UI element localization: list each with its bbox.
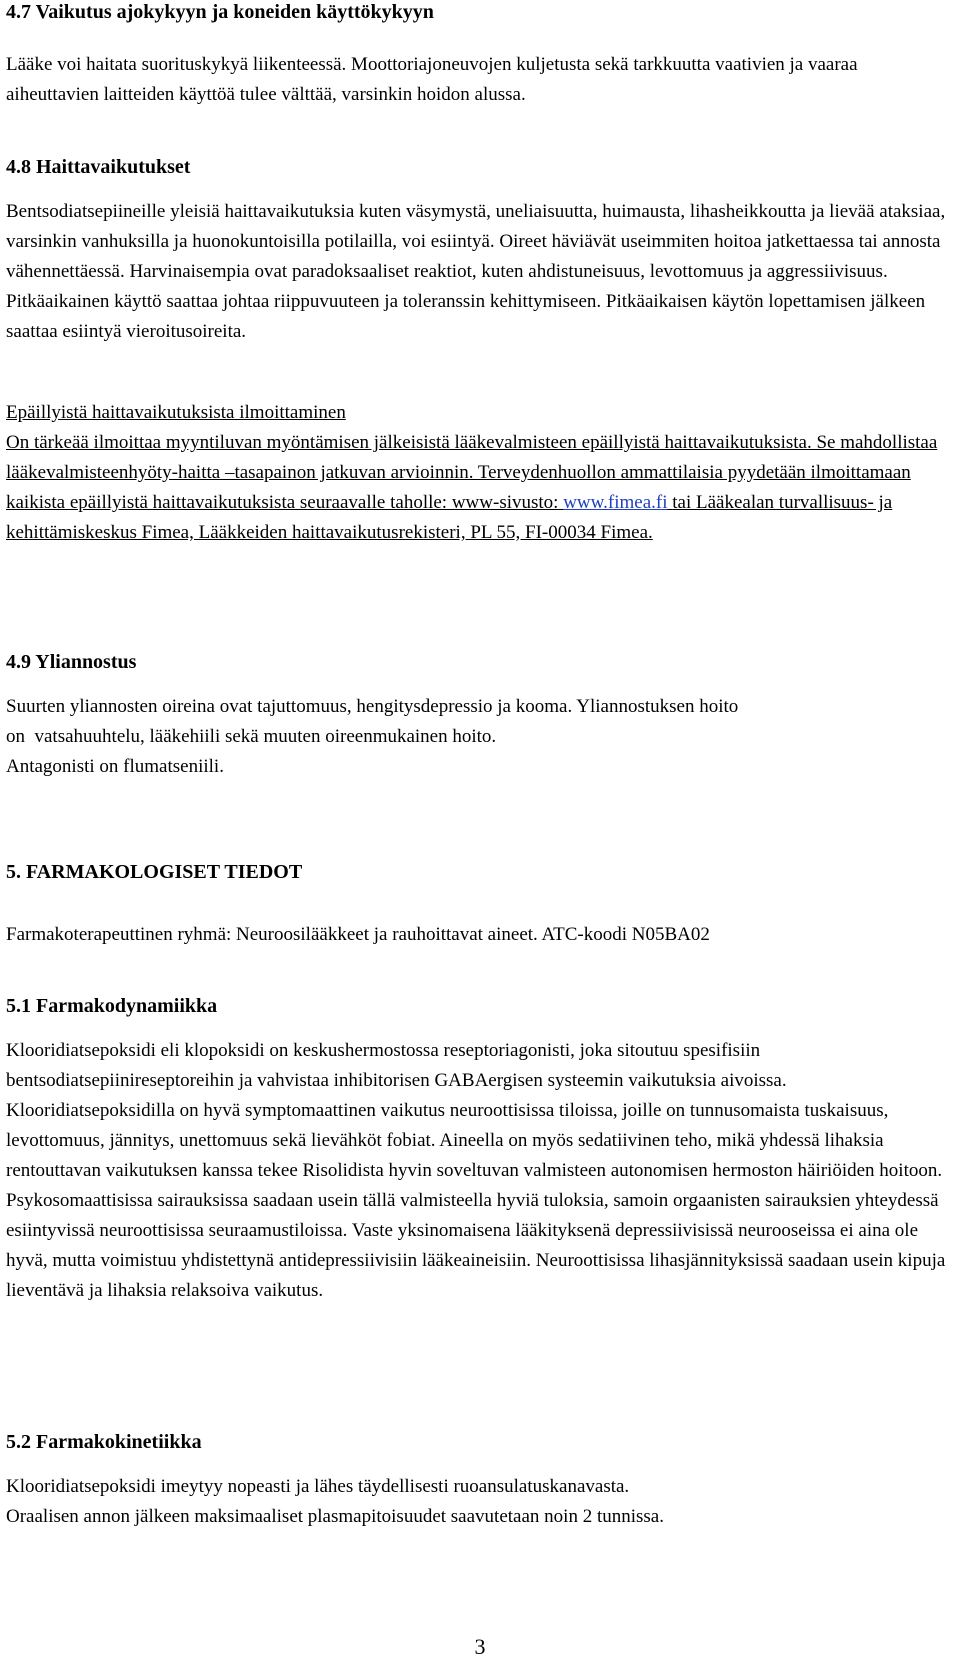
section-5-1-heading: 5.1 Farmakodynamiikka	[6, 995, 218, 1017]
section-4-8-heading: 4.8 Haittavaikutukset	[6, 156, 191, 178]
section-4-9-line: on vatsahuuhtelu, lääkehiili sekä muuten oireenmukainen hoito.	[6, 726, 497, 747]
section-5-2-line: Klooridiatsepoksidi imeytyy nopeasti ja lähes täydellisesti ruoansulatuskanavasta.	[6, 1476, 630, 1497]
adverse-reporting-text-part2: tai Lääkealan turvallisuus- ja kehittämiskeskus Fimea, Lääkkeiden haittavaikutusrekisteri, PL 55, FI-00034 Fimea.	[6, 492, 893, 543]
section-5-2-line: Oraalisen annon jälkeen maksimaaliset plasmapitoisuudet saavutetaan noin 2 tunnissa.	[6, 1506, 664, 1527]
section-4-7-heading: 4.7 Vaikutus ajokykyyn ja koneiden käyttökykyyn	[6, 1, 434, 23]
adverse-reporting-text	[6, 428, 951, 548]
section-4-9-heading: 4.9 Yliannostus	[6, 651, 137, 673]
page-number: 3	[474, 1634, 486, 1659]
section-5-1-text: Klooridiatsepoksidi eli klopoksidi on keskushermostossa reseptoriagonisti, joka sitoutuu spesifisiin bentsodiatsepiinireseptoreihin ja vahvistaa inhibitorisen GABAergisen systeemin vaikutuksia aivoissa. Klooridiatsepoksidilla on hyvä symptomaattinen vaikutus neuroottisissa tiloissa, joille on tunnusomaista tuskaisuus, levottomuus, jännitys, unettomuus sekä lievähköt fobiat. Aineella on myös sedatiivinen teho, mikä yhdessä lihaksia rentouttavan vaikutuksen kanssa tekee Risolidista hyvin soveltuvan valmisteen autonomisen hermoston häiriöiden hoitoon. Psykosomaattisissa sairauksissa saadaan usein tällä valmisteella hyviä tuloksia, samoin orgaanisten sairauksien yhteydessä esiintyvissä neuroottisissa seuraamustiloissa. Vaste yksinomaisena lääkityksenä depressiivisissä neurooseissa ei aina ole hyvä, mutta voimistuu yhdistettynä antidepressiivisiin lääkeaineisiin. Neuroottisissa lihasjännityksissä saadaan usein kipuja lieventävä ja lihaksia relaksoiva vaikutus.	[6, 1040, 946, 1301]
section-4-9-line: Suurten yliannosten oireina ovat tajuttomuus, hengitysdepressio ja kooma. Yliannostuksen hoito	[6, 696, 739, 717]
adverse-reporting-heading: Epäillyistä haittavaikutuksista ilmoittaminen	[6, 402, 346, 423]
section-5-heading: 5. FARMAKOLOGISET TIEDOT	[6, 861, 303, 883]
section-5-text: Farmakoterapeuttinen ryhmä: Neuroosilääkkeet ja rauhoittavat aineet. ATC-koodi N05BA02	[6, 924, 710, 945]
section-4-9-line: Antagonisti on flumatseniili.	[6, 756, 224, 777]
adverse-reporting-text-part1: On tärkeää ilmoittaa myyntiluvan myöntämisen jälkeisistä lääkevalmisteen epäillyistä haittavaikutuksista. Se mahdollistaa lääkevalmisteenhyöty-haitta –tasapainon jatkuvan arvioinnin. Terveydenhuollon ammattilaisia pyydetään ilmoittamaan kaikista epäillyistä haittavaikutuksista seuraavalle taholle: www-sivusto:	[6, 432, 938, 513]
adverse-reporting-block	[6, 398, 951, 548]
fimea-link[interactable]: www.fimea.fi	[563, 492, 668, 513]
section-4-9-text	[6, 692, 738, 782]
section-4-7-text: Lääke voi haitata suorituskykyä liikenteessä. Moottoriajoneuvojen kuljetusta sekä tarkkuutta vaativien ja vaaraa aiheuttavien laitteiden käyttöä tulee välttää, varsinkin hoidon alussa.	[6, 54, 858, 105]
section-5-2-text	[6, 1472, 664, 1532]
section-5-2-heading: 5.2 Farmakokinetiikka	[6, 1431, 202, 1453]
section-4-8-text: Bentsodiatsepiineille yleisiä haittavaikutuksia kuten väsymystä, uneliaisuutta, huimausta, lihasheikkoutta ja lievää ataksiaa, varsinkin vanhuksilla ja huonokuntoisilla potilailla, voi esiintyä. Oireet häviävät useimmiten hoitoa jatkettaessa tai annosta vähennettäessä. Harvinaisempia ovat paradoksaaliset reaktiot, kuten ahdistuneisuus, levottomuus ja aggressiivisuus. Pitkäaikainen käyttö saattaa johtaa riippuvuuteen ja toleranssin kehittymiseen. Pitkäaikaisen käytön lopettamisen jälkeen saattaa esiintyä vieroitusoireita.	[6, 201, 946, 342]
